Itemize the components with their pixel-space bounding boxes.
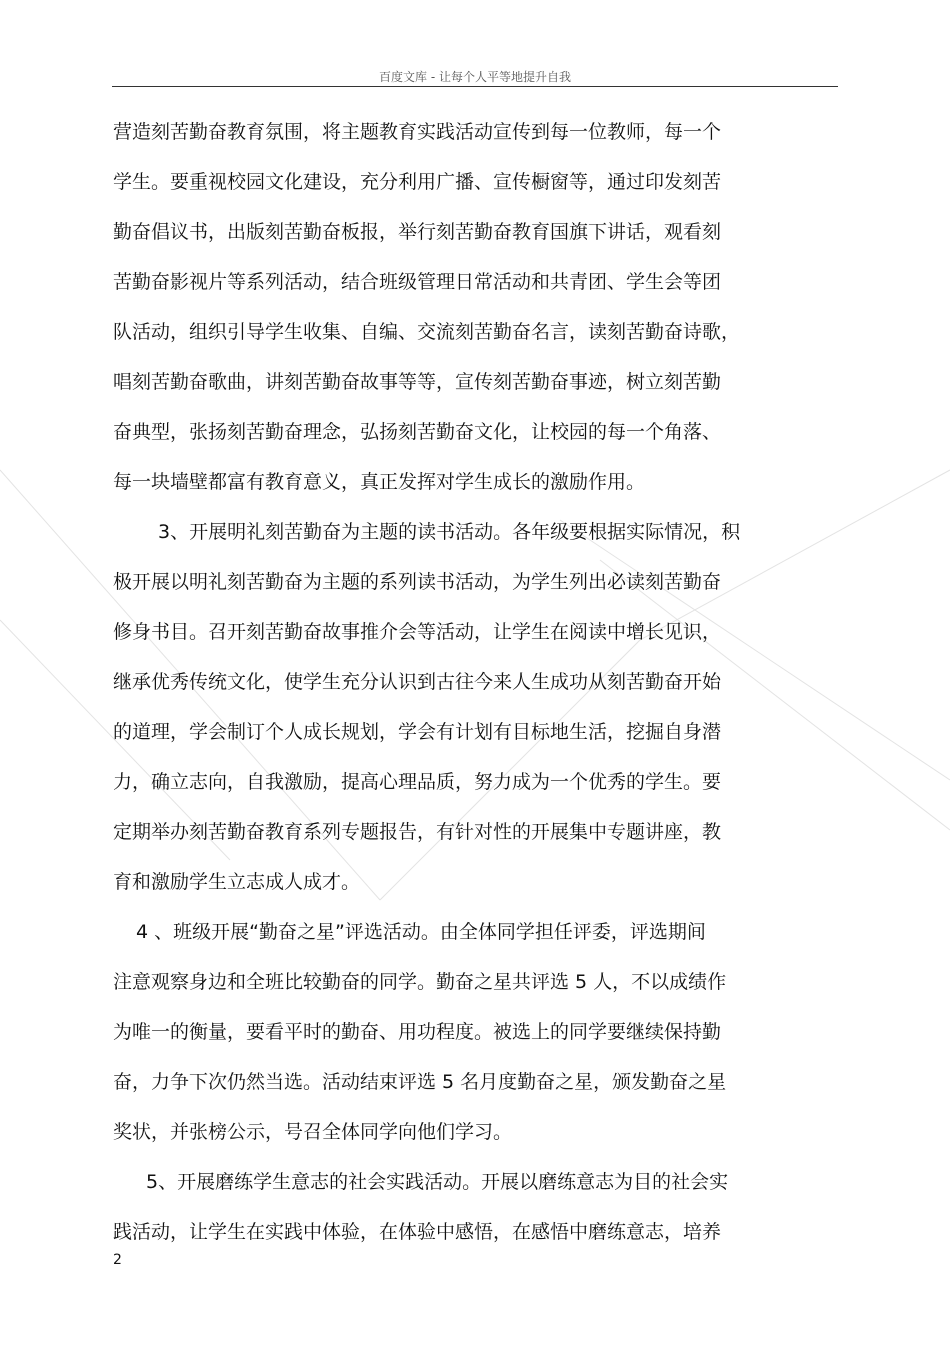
text-line: 育和激励学生立志成人成才。 [113, 871, 361, 893]
text-line: 继承优秀传统文化，使学生充分认识到古往今来人生成功从刻苦勤奋开始 [113, 671, 722, 693]
text-line: 为唯一的衡量，要看平时的勤奋、用功程度。被选上的同学要继续保持勤 [113, 1021, 722, 1043]
text-line: 注意观察身边和全班比较勤奋的同学。勤奋之星共评选 5 人，不以成绩作 [113, 971, 727, 993]
text-line: 营造刻苦勤奋教育氛围，将主题教育实践活动宣传到每一位教师，每一个 [113, 121, 722, 143]
text-line: 每一块墙壁都富有教育意义，真正发挥对学生成长的激励作用。 [113, 471, 646, 493]
text-line: 定期举办刻苦勤奋教育系列专题报告，有针对性的开展集中专题讲座，教 [113, 821, 722, 843]
text-line: 修身书目。召开刻苦勤奋故事推介会等活动，让学生在阅读中增长见识， [113, 621, 722, 643]
text-line: 奋，力争下次仍然当选。活动结束评选 5 名月度勤奋之星，颁发勤奋之星 [113, 1071, 727, 1093]
page-number: 2 [113, 1252, 122, 1268]
text-line: 3、开展明礼刻苦勤奋为主题的读书活动。各年级要根据实际情况，积 [158, 521, 741, 543]
text-line: 苦勤奋影视片等系列活动，结合班级管理日常活动和共青团、学生会等团 [113, 271, 722, 293]
text-line: 践活动，让学生在实践中体验，在体验中感悟，在感悟中磨练意志，培养 [113, 1221, 722, 1243]
text-line: 极开展以明礼刻苦勤奋为主题的系列读书活动，为学生列出必读刻苦勤奋 [113, 571, 722, 593]
text-line: 奖状，并张榜公示，号召全体同学向他们学习。 [113, 1121, 513, 1143]
text-line: 奋典型，张扬刻苦勤奋理念，弘扬刻苦勤奋文化，让校园的每一个角落、 [113, 421, 722, 443]
text-line: 4 、班级开展“勤奋之星”评选活动。由全体同学担任评委，评选期间 [136, 921, 706, 943]
text-line: 学生。要重视校园文化建设，充分利用广播、宣传橱窗等，通过印发刻苦 [113, 171, 722, 193]
text-line: 勤奋倡议书，出版刻苦勤奋板报，举行刻苦勤奋教育国旗下讲话，观看刻 [113, 221, 722, 243]
text-line: 的道理，学会制订个人成长规划，学会有计划有目标地生活，挖掘自身潜 [113, 721, 722, 743]
page-header: 百度文库 - 让每个人平等地提升自我 [379, 70, 571, 84]
header-divider [112, 86, 838, 87]
text-line: 力，确立志向，自我激励，提高心理品质，努力成为一个优秀的学生。要 [113, 771, 722, 793]
text-line: 队活动，组织引导学生收集、自编、交流刻苦勤奋名言，读刻苦勤奋诗歌， [113, 321, 741, 343]
text-line: 唱刻苦勤奋歌曲，讲刻苦勤奋故事等等，宣传刻苦勤奋事迹，树立刻苦勤 [113, 371, 722, 393]
text-line: 5、开展磨练学生意志的社会实践活动。开展以磨练意志为目的社会实 [146, 1171, 729, 1193]
